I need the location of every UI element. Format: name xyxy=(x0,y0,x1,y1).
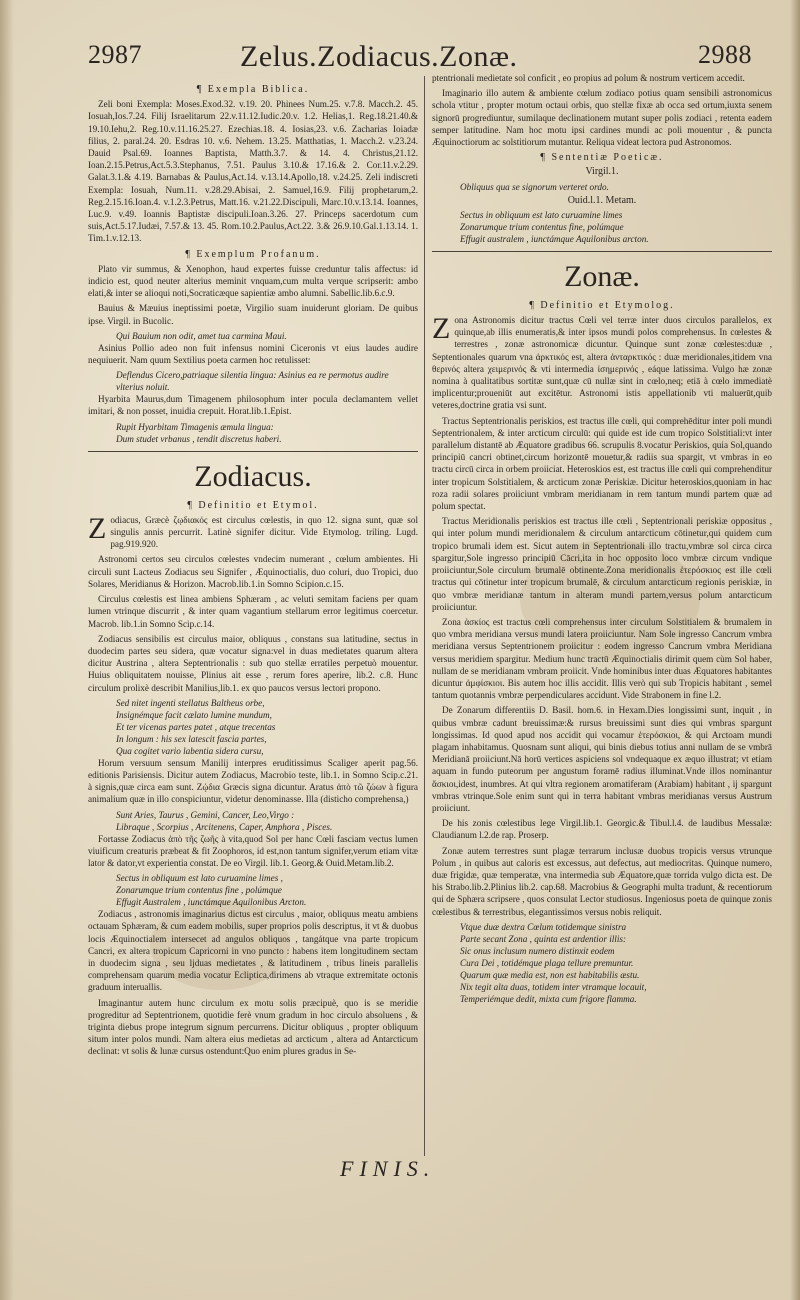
sententia-verse-2: Sectus in obliquum est lato curuamine limes xyxy=(460,209,623,220)
zodiacus-paragraph-5: Horum versuum sensum Manilij interpres eruditissimus Scaliger aperit pag.56. editionis Parisiensis. Dicitur autem Zodiacus, Macrobio teste, lib.1. in Somno Scip.c.21. à signis,quæ circa eam sunt. Ζῴδια Græcis signa dicuntur. Aratus ἀπὸ τῶ ζώων à figura animalium quæ in illo conspiciuntur, videtur denominasse. Illa (disticho comprehensa,) xyxy=(88,757,418,805)
sententia-verse-1: Obliquus qua se signorum verteret ordo. xyxy=(460,181,609,192)
profanum-paragraph: Plato vir summus, & Xenophon, haud expertes fuisse creduntur talis affectus: id indicio est, quod neuter alterius meminit vnquam,cum multa verque scripserit: ambo elati,& inter se alioqui noti,Socraticæque sapientiæ ambo alumni. Sabellic.lib.6.c.9. xyxy=(88,263,418,299)
virgil-verse-2: Zonarumque trium contentus fine , polúmque xyxy=(116,885,282,896)
zodiacus-intro-text: odiacus, Græcè ζῳδιακός est circulus cœlestis, in quo 12. signa sunt, quæ sol singulis annis percurrit. Latinè signifer dicitur. Vide Etymolog. triling. Lugd. pag.919.920. xyxy=(110,514,418,550)
virgil-reference: Virgil.1. xyxy=(585,166,619,178)
column-divider xyxy=(424,76,425,1156)
asinius-verse: Deflendus Cicero,patriaque silentia lingua: Asinius ea re permotus audire vlterius noluit. xyxy=(116,370,389,393)
zonae-definition-heading: ¶ Definitio et Etymolog. xyxy=(529,299,675,311)
drop-cap-z: Z xyxy=(432,312,451,346)
page-number-right: 2988 xyxy=(698,40,752,69)
zonae-paragraph-2: Tractus Septentrionalis periskios, est tractus ille cœli, qui comprehēditur inter poli mundi Septentrionalem, & inter arcticum circulū: qui quide est ide cum tropico Solstitiali:vt inter parallelum distantē ab Æquatore gradibus 66. scrupulis 8.vocatur Periskios, quia Sol,quando principiū cancri obtinet,circum horizontē mouetur,& radiis sua spargit, vt vmbras in eo tractu circū circa in orbem proiiciat. Heteroskios est, est tractus ille cœli qui comprehenditur inter tropicum Solstitialem, & arcticum zonæ Periskiæ. Dicitur heteroskios,quoniam in hac roza radii solares proiiciunt vmbram meridianam in rem tantum mundi partem quæ ad polum spectat. xyxy=(432,415,772,512)
poem-verse-1: Vtque duæ dextra Cœlum totidemque sinistra xyxy=(460,921,627,932)
continuation-text: ptentrionali medietate sol conficit , eo propius ad polum & nostrum verticem accedit. xyxy=(432,73,745,83)
asinius-paragraph: Asinius Pollio adeo non fuit infensus nomini Ciceronis vt eius laudes audire nequiuerit. Nam quum Sextilius poeta carmen hoc retulisset: xyxy=(88,342,418,366)
zodiacus-title: Zodiacus. xyxy=(194,459,312,493)
poem-verse-3: Sic onus inclusum numero distinxit eodem xyxy=(460,945,615,956)
page-edge-left xyxy=(0,0,14,1300)
exempla-biblica-heading: ¶ Exempla Biblica. xyxy=(196,84,310,95)
sententiae-heading: ¶ Sententiæ Poeticæ. xyxy=(540,152,664,164)
right-column xyxy=(432,72,772,1197)
zonae-paragraph-7: Zonæ autem terrestres sunt plagæ terrarum inclusæ duobus tropicis versus vtrunque Polum , in quibus aut caloris est excessus, aut defectus, aut mediocritas. Quinque numero, duæ frigidæ, quæ temperatæ, vna intermedia sub Æquatore,quæ torrida vulgo dicta est. De his Strabo.lib.2.Plinius lib.2. cap.68. Macrobius & Geographi multa tradunt, & recentiorum qui de Sphæra scripsere , quos consulat Lector studiosus. Ingeniosus poeta de quinque zonis cœlestibus & terrestribus, elegantissimos versus nobis reliquit. xyxy=(432,845,772,917)
manilius-verse-5: Qua cogitet vario labentia sidera cursu, xyxy=(116,745,264,756)
exemplum-profanum-heading: ¶ Exemplum Profanum. xyxy=(185,248,321,260)
imaginario-paragraph: Imaginario illo autem & ambiente cœlum zodiaco potius quam sensibili astronomicus schola vtitur , propter motum octaui orbis, quo stellæ fixæ ab occa sed ortum,iuxta senem signorū progrediuntur, sumilaque declinationem mutant super polis zodiaci , retenta eadem semper latitudine. Nam hoc motu ipsi cardines mundi ac poli mouentur , & puncta Æquinoctiorum ac solstitiorum mutantur. Reliqua videat lectora pud Astronomos. xyxy=(432,88,772,148)
bauius-verse: Qui Bauium non odit, amet tua carmina Maui. xyxy=(116,330,287,341)
left-column xyxy=(88,80,418,1165)
signs-verse-1: Sunt Aries, Taurus , Gemini, Cancer, Leo,Virgo : xyxy=(116,809,295,820)
page-number-left: 2987 xyxy=(88,40,142,69)
sententia-verse-4: Effugit australem , iunctámque Aquilonibus arcton. xyxy=(460,233,649,244)
poem-verse-2: Parte secant Zona , quinta est ardentior illis: xyxy=(460,933,627,944)
manilius-verse-4: In longum : his sex latescit fascia partes, xyxy=(116,733,267,744)
finis-label: FINIS. xyxy=(340,1156,436,1181)
hyarbita-verse-2: Dum studet vrbanus , tendit discretus haberi. xyxy=(116,433,282,444)
zonae-paragraph-5: De Zonarum differentiis D. Basil. hom.6. in Hexam.Dies longissimi sunt, inquit , in quibus vmbræ cadunt breuissimæ:& rursus breuissimi sunt dies qui vmbras spargunt longissimas. Id quod apud nos accidit qui vocamur ἑτερόσκιοι, & qui Arctoam mundi plagam inhabitamus. Quosnam sunt aliqui, qui binis diebus totius anni nullam de se vmbrā Meridianā proiiciunt.Nā horū vertices aspiciens sol vndequaque ex æquo illustrat; vt etiam aquam in fundo puteorum per angustum foramē radius illuminat.Vnde illos nominantur ἄσκιοι,idest, inumbres. At qui vltra regionem aromatiferam (Arabiam) habitant , ij spargunt vmbras vtrinque.Sole enim sunt qui in terra habitant vmbras meridianas versus Austrum proiiciunt. xyxy=(432,705,772,813)
ouid-reference: Ouid.l.1. Metam. xyxy=(567,194,637,206)
page-edge-right xyxy=(790,0,800,1300)
virgil-verse-3: Effugit Australem , iunctámque Aquilonibus Arcton. xyxy=(116,897,307,908)
zodiacus-paragraph-3: Circulus cœlestis est linea ambiens Sphæram , ac veluti semitam faciens per quam lumen vtrinque discurrit , & inter quam vagantium stellarum error legitimus coercetur. Macrob. lib.1.in Somno Scip.c.14. xyxy=(88,594,418,629)
drop-cap-z: Z xyxy=(88,511,107,545)
zonae-intro xyxy=(432,314,772,412)
zonae-title: Zonæ. xyxy=(564,259,640,293)
zodiacus-intro xyxy=(88,511,418,551)
hyarbita-verse-1: Rupit Hyarbitam Timagenis æmula lingua: xyxy=(116,421,274,432)
section-rule xyxy=(88,451,418,452)
poem-verse-4: Cura Dei , totidémque plaga tellure premuntur. xyxy=(460,957,634,968)
zodiacus-definition-heading: ¶ Definitio et Etymol. xyxy=(187,499,319,511)
poem-verse-7: Temperiémque dedit, mixta cum frigore flamma. xyxy=(460,993,637,1004)
poem-verse-6: Nix tegit alta duas, totidem inter vtramque locauit, xyxy=(460,981,647,992)
signs-verse-2: Libraque , Scorpius , Arcitenens, Caper, Amphora , Pisces. xyxy=(116,821,333,832)
zodiacus-paragraph-7: Zodiacus , astronomis imaginarius dictus est circulus , maior, obliquus meatu ambiens octauam Sphæram, & cum eadem mobilis, super proprios polis descriptus, it vt & duobus locis Æquinoctialem intersecet ad angulos obliquos , tangátque vna parte tropicum Cancri, ex altera tropicum Capricorni in vno puncto : habens item longitudinem sectam in duodecim signa , seu ljduas medietates , & latitudinem , tribus lineis parallelis comprehensam quarum media vocatur Ecliptica,dirimens ab vtraque extremitate octonis graduum interuallis. xyxy=(88,909,418,993)
hyarbita-paragraph: Hyarbita Maurus,dum Timagenem philosophum inter pocula declamantem vellet imitari, & non posset, inuidia crepuit. Horat.lib.1.Epist. xyxy=(88,394,418,417)
zonae-paragraph-4: Zona ἀσκίος est tractus cœli comprehensus inter circulum Solstitialem & brumalem in quo vmbra meridiana versus mundi latera proiiciuntur. Nam Sole ingresso Cancrum vmbra meridiana versus Septentrionem proiicitur : eodem ingresso Cancrum vmbra Meridiana versus meridiem spargitur. Medium hunc tractū Æquinoctialis dirimit quem cùm Sol haber, nullam de se meridianam vmbram proiicit. Vnde hominibus inter duas Æquatores habitantes dicuntur ἀμφίσκιοι. Bis autem hoc illis accidit. Illis verò qui sub Tropicis habitant , semel tantum quotannis vmbræ perpendiculares accidunt. Vide Strabonem in fine l.2. xyxy=(432,616,772,701)
zodiacus-paragraph-8: Imaginantur autem hunc circulum ex motu solis præcipuè, quo is se meridie progreditur ad Septentrionem, quotidie ferè vnum gradum in hoc circulo absoluens , & triginta diebus prope integrum signum percurrens. Dicitur obliquus , propter obliquum situm inter polos mundi. Nam altera eius medietas ad arcticum , altera ad Antarcticum declinat: vt solis & lunæ cursus ostendunt:Quo enim plures gradus in Se- xyxy=(88,997,418,1057)
section-rule xyxy=(432,251,772,252)
manilius-verse-1: Sed nitet ingenti stellatus Baltheus orbe, xyxy=(116,697,265,708)
zodiacus-paragraph-6: Fortasse Zodiacus ἀπὸ τῆς ζωῆς à vita,quod Sol per hanc Cœli fasciam vectus lumen viuificum creaturis præbeat & fit Zoophoros, id est,non tantum signifer,verum etiam vitæ lator & dator,vt experientia constat. De eo Virgil. lib.1. Georg.& Ouid.Metam.lib.2. xyxy=(88,833,418,868)
zodiacus-paragraph-2: Astronomi certos seu circulos cœlestes vndecim numerant , cœlum ambientes. Hi circuli sunt Lacteus Zodiacus seu Signifer , Æquinoctialis, duo coluri, duo Tropici, duo Solares, Meridianus & Horizon. Macrob.lib.1.in Somno Scipion.c.15. xyxy=(88,554,418,589)
zonae-paragraph-6: De his zonis cœlestibus lege Virgil.lib.1. Georgic.& Tibul.l.4. de laudibus Messalæ: Claudianum l.2.de rap. Proserp. xyxy=(432,818,772,841)
manilius-verse-3: Et ter vicenas partes patet , atque trecentas xyxy=(116,721,276,732)
virgil-verse-1: Sectus in obliquum est lato curuamine limes , xyxy=(116,873,283,884)
zodiacus-paragraph-4: Zodiacus sensibilis est circulus maior, obliquus , constans sua latitudine, sectus in duodecim partes seu sidera, quæ vocatur signa:vel in duas medietates quarum altera dicitur Austrina , altera Septentrionalis : sub quo stellæ erratiles perpetuò mouentur. Huius obliquitatem nouisse, Plinius ait esse , rerum fores aperire, lib.2. c.8. Hunc circulum prolixè describit Manilius,lib.1. ex quo paucos versus lectori propono. xyxy=(88,633,418,693)
manilius-verse-2: Insignémque facit cælato lumine mundum, xyxy=(116,709,272,720)
zonae-intro-text: ona Astronomis dicitur tractus Cœli vel terræ inter duos circulos parallelos, ex quinque,ab illis enumeratis,& inter ipsos mundi polos comprehensus. In cœlestes & terrestres , zonæ astronomicæ dicuntur. Quinque sunt zonæ cœlestes:duæ , Septentionales quarum vna ἀρκτικός est, altera ἀνταρκτικός : duæ meridionales,itidem vna θερινός altera χειμερινός & vti intermedia ἰσημερινός , eáque latissima. Vulgo hæ zonæ nomina à qualitatibus sortitæ sunt,quæ cū nullæ sint in cœlo,neq; etiā à cœlo immediatè implicentur;proueniūt aut excitētur. Astronomi istis appellationib vti maluerūt,quib veteres,doctrine gratia vsi sunt. xyxy=(432,315,772,411)
bauius-paragraph: Bauius & Mæuius ineptissimi poetæ, Virgilio suam inuiderunt gloriam. De quibus ipse. Virgil. in Bucolic. xyxy=(88,303,418,326)
poem-verse-5: Quarum quæ media est, non est habitabilis æstu. xyxy=(460,969,640,980)
running-title: Zelus.Zodiacus.Zonæ. xyxy=(240,40,518,73)
sententia-verse-3: Zonarumque trium contentus fine, polúmque xyxy=(460,221,624,232)
biblica-paragraph: Zeli boni Exempla: Moses.Exod.32. v.19. 20. Phinees Num.25. v.7.8. Macch.2. 45. Iosuah,Ios.7.24. Filij Israelitarum 22.v.11.12.Iudic.20.v. 1.2. Helias,1. Reg.18.21.40.& 19.10.Iehu,2. Reg.10.v.11.16.25.27. Ezechias.18. 4. Iosias,23. v.6. Zacharias Ioiadæ filius, 2. paral.24. 20. Esdras 10. v.6. Nehem. 13.25. Matthatias, 1. Macch.2. v.23.24. Dauid Psal.69. Ioannes Baptista, Matth.3.7. & 14. 4. Christus,21.12. Ioan.2.15.Petrus,Act.5.3.Stephanus, 7.51. Paulus 3.10.& 17.16.& 2. Cor.11.v.2.29. Galat.3.1.& 4.19. Barnabas & Paulus,Act.14. v.13.14.Apollo,18. v.24.25. Zeli indiscreti Exempla: Iosuah, Num.11. v.28.29.Abisai, 2. Samuel,16.9. Filij prophetarum,2. Reg.2.15.16.Ioan.4. v.1.2.3.Petrus, Matt.16. v.21.22.Discipuli, Marc.10.v.13.14. Ioannes, Luc.9. v.49. Ioannis Baptistæ discipuli.Ioan.3.26. 27. Princeps sacerdotum cum suis,Act.5.17.Iudæi, 7.57.& 13. 45. Rom.10.2.Paulus,Act.22. 3.& 26.9.10.Gal.1.13.14. 1. Tim.1.v.12.13. xyxy=(88,99,418,244)
zonae-paragraph-3: Tractus Meridionalis periskios est tractus ille cœli , Septentrionali periskiæ oppositus , qui inter polum mundi meridionalem & circulum antarcticum cōtinetur,qui quidem cum tropico brumali idem est. Sicut autem in Septentrionali illo tractu,vmbræ sol circa circa spargitur,Sole ingresso principiū Cācri,ita in hoc opposito loco vmbræ circum vndique proiiciuntur,Sole circulum brumalē obtinente.Zona meridionalis ἑτερόσκιος est ille cœli tractus qui cōtinetur inter tropicum brumalē, & circulum antarcticum regionis periskiæ, in quo vmbræ meridianæ tantum in alteram mundi partem,versus polum antarcticum proiiciuntur. xyxy=(432,516,772,612)
